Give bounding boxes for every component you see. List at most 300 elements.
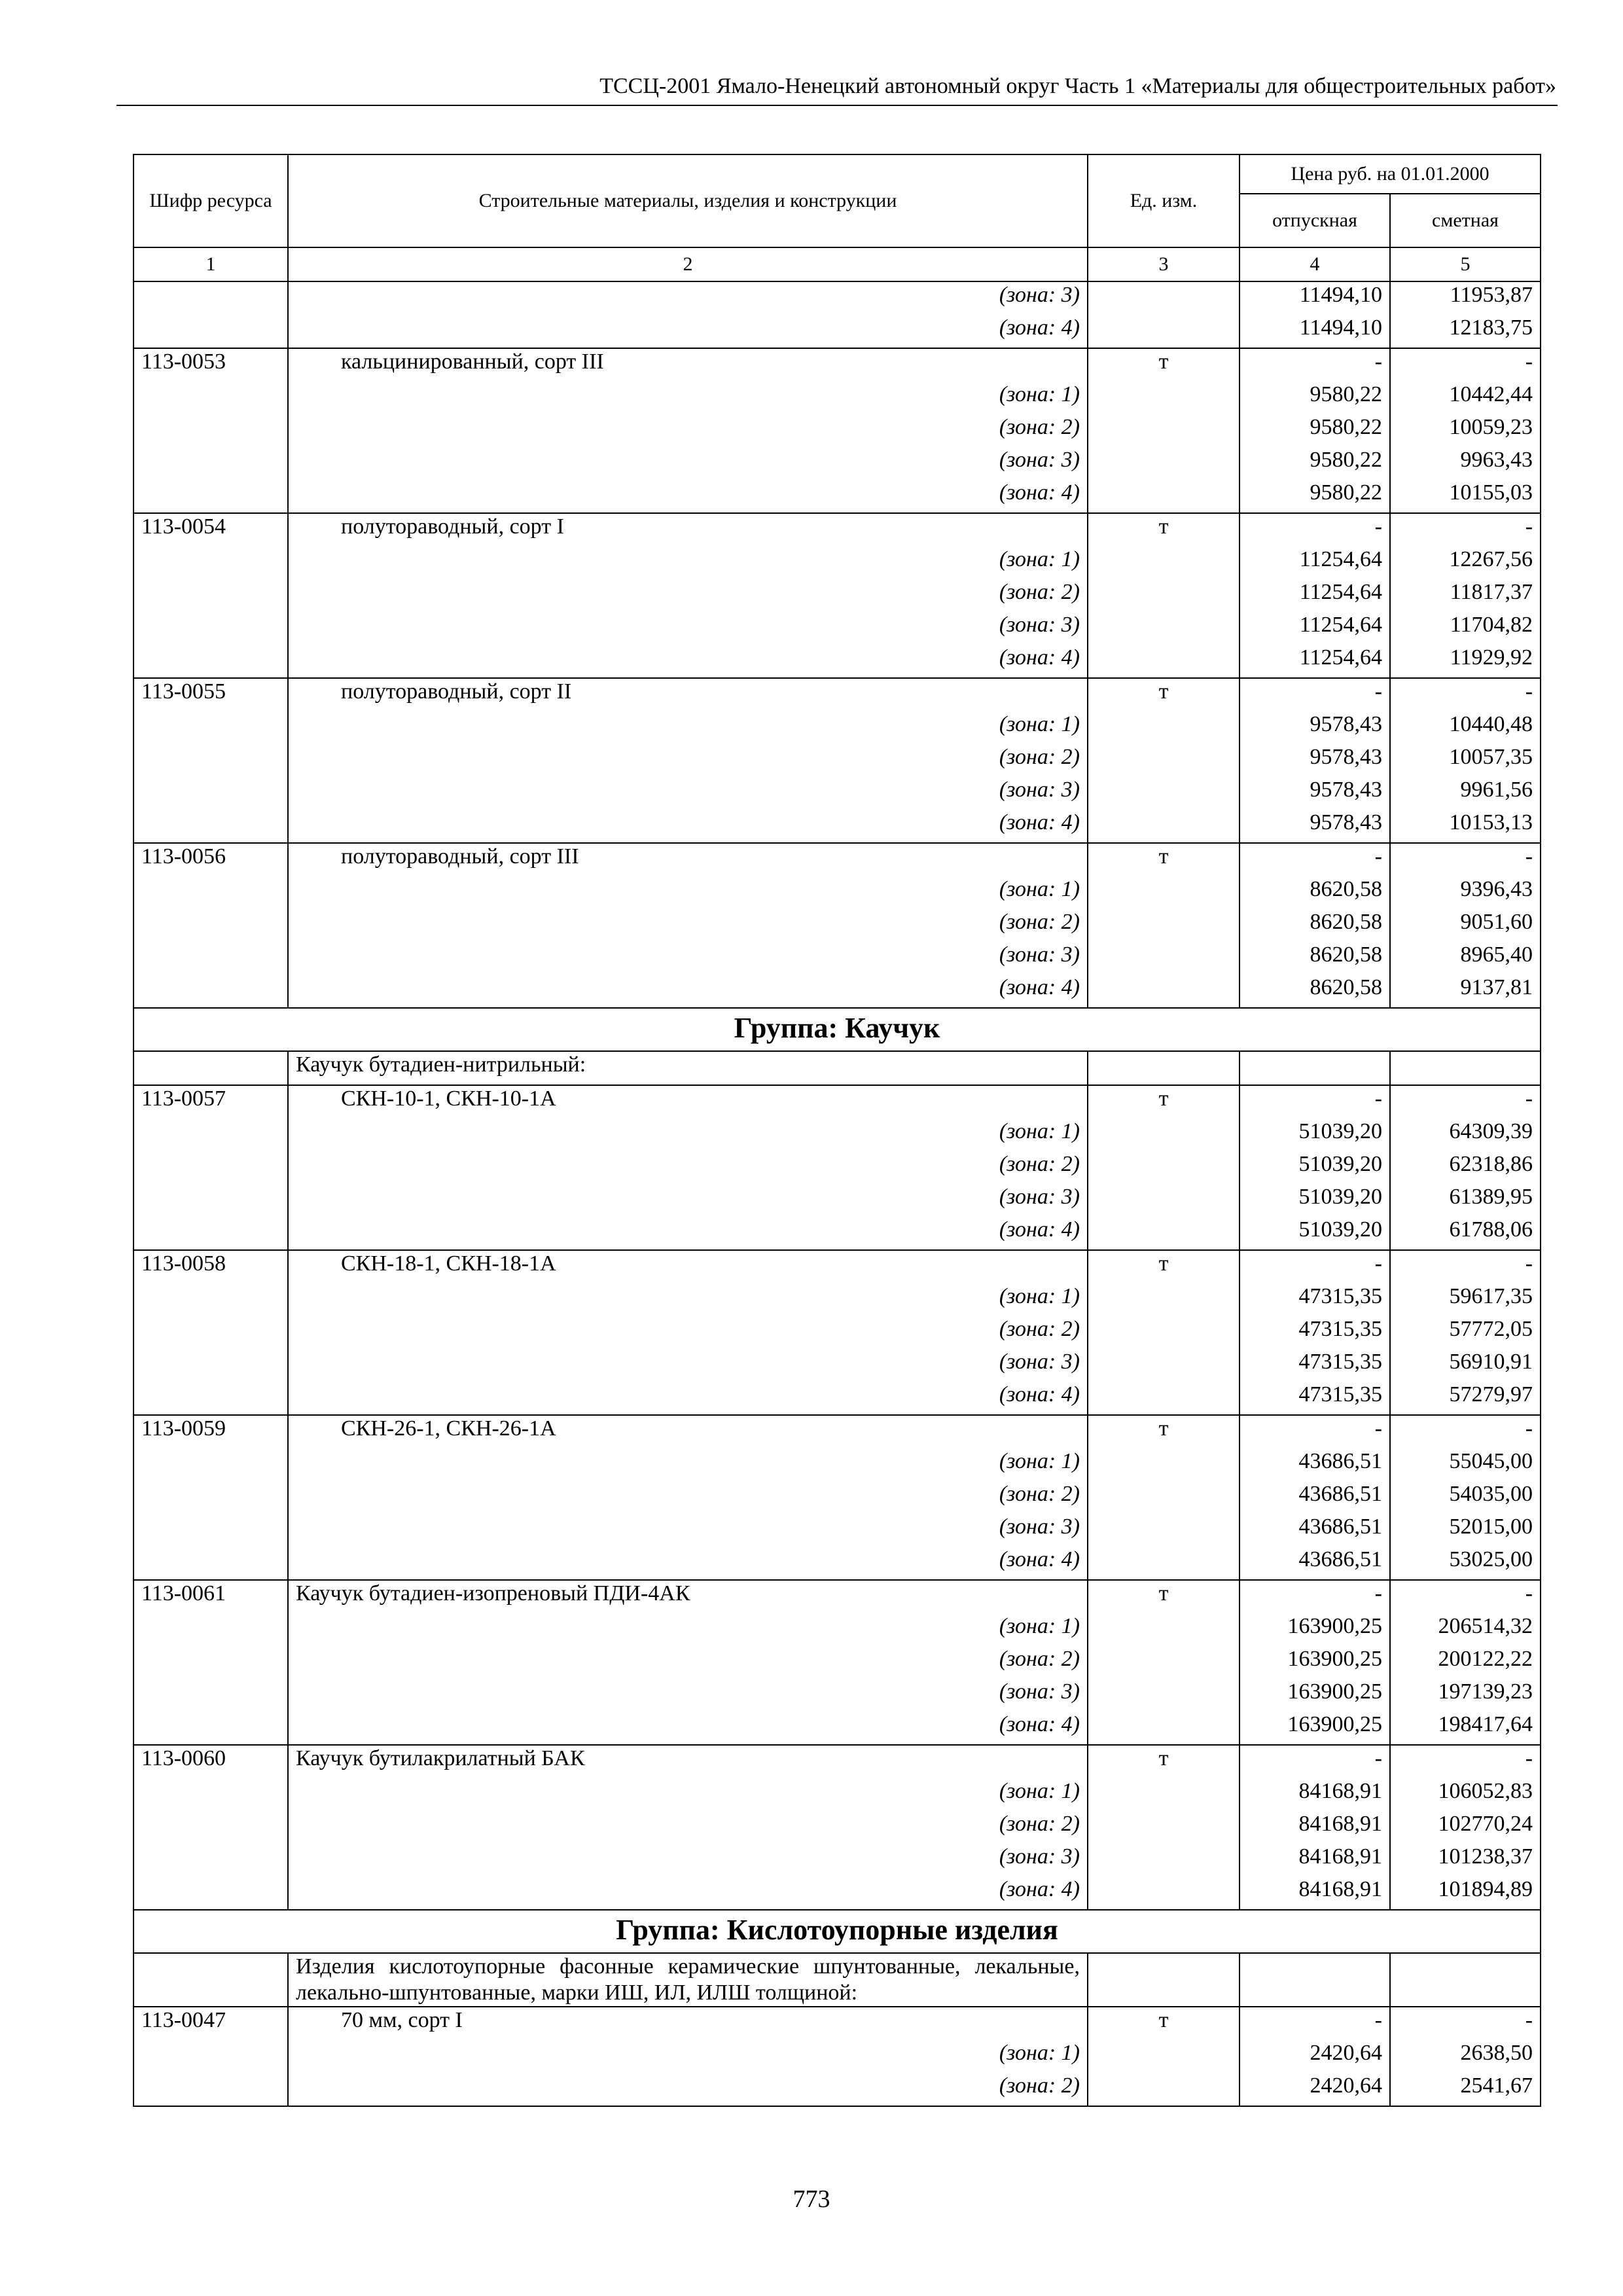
release-price-cell: - [1240,678,1390,711]
code-cell [134,876,288,909]
zone-row [134,810,1541,843]
estimate-price-cell: - [1390,513,1541,547]
material-name: Каучук бутилакрилатный БАК [288,1745,1088,1778]
estimate-price-cell: 52015,00 [1390,1514,1541,1547]
code-cell [134,1051,288,1085]
code-cell [134,547,288,579]
zone-label: (зона: 2) [288,2073,1088,2106]
zone-label: (зона: 2) [288,744,1088,777]
price-table [133,154,1541,2107]
zone-row [134,315,1541,348]
estimate-price-cell: - [1390,348,1541,382]
unit-cell [1088,315,1240,348]
table-row [134,1580,1541,1613]
zone-row [134,1151,1541,1184]
material-name: кальцинированный, сорт III [288,348,1088,382]
estimate-price-cell [1390,1051,1541,1085]
code-cell [134,777,288,810]
material-name: 70 мм, сорт I [288,2007,1088,2040]
zone-label: (зона: 3) [288,1184,1088,1217]
release-price-cell: 163900,25 [1240,1679,1390,1712]
code-cell [134,744,288,777]
unit-cell [1088,744,1240,777]
table-row [134,843,1541,876]
unit-cell [1088,2073,1240,2106]
unit-cell [1088,447,1240,480]
zone-label: (зона: 4) [288,1876,1088,1910]
zone-row [134,1712,1541,1745]
code-cell [134,1953,288,2007]
code-cell [134,909,288,942]
code-cell [134,2040,288,2073]
zone-row [134,876,1541,909]
estimate-price-cell: 53025,00 [1390,1547,1541,1580]
col-header-name: Строительные материалы, изделия и конструкции [288,154,1088,247]
release-price-cell: 9578,43 [1240,810,1390,843]
code-cell [134,711,288,744]
col-number: 3 [1088,247,1240,281]
subheading-row [134,1051,1541,1085]
table-row [134,1415,1541,1448]
unit-cell [1088,480,1240,513]
zone-label: (зона: 4) [288,480,1088,513]
unit-cell: т [1088,1415,1240,1448]
release-price-cell: 51039,20 [1240,1217,1390,1250]
release-price-cell: 47315,35 [1240,1283,1390,1316]
zone-row [134,1316,1541,1349]
code-cell [134,645,288,678]
code-cell [134,1811,288,1844]
code-cell [134,315,288,348]
col-number: 2 [288,247,1088,281]
zone-label: (зона: 3) [288,1349,1088,1382]
col-header-code: Шифр ресурса [134,154,288,247]
zone-row [134,447,1541,480]
code-cell [134,1876,288,1910]
code-cell [134,1283,288,1316]
zone-label: (зона: 3) [288,777,1088,810]
unit-cell: т [1088,348,1240,382]
page-number: 773 [793,2185,830,2213]
zone-label: (зона: 4) [288,645,1088,678]
zone-row [134,2073,1541,2106]
unit-cell [1088,1679,1240,1712]
release-price-cell: - [1240,1745,1390,1778]
unit-cell [1088,1119,1240,1151]
zone-row [134,942,1541,975]
table-row [134,348,1541,382]
estimate-price-cell: 101894,89 [1390,1876,1541,1910]
group-heading-row [134,1008,1541,1051]
estimate-price-cell: 9963,43 [1390,447,1541,480]
estimate-price-cell: - [1390,1085,1541,1119]
unit-cell [1088,1051,1240,1085]
release-price-cell: 51039,20 [1240,1151,1390,1184]
code-cell [134,1514,288,1547]
release-price-cell: 43686,51 [1240,1547,1390,1580]
estimate-price-cell: 10440,48 [1390,711,1541,744]
release-price-cell: 9580,22 [1240,414,1390,447]
zone-row [134,2040,1541,2073]
zone-row [134,1679,1541,1712]
zone-label: (зона: 4) [288,1382,1088,1415]
release-price-cell: 47315,35 [1240,1316,1390,1349]
estimate-price-cell: 11929,92 [1390,645,1541,678]
zone-row [134,744,1541,777]
unit-cell: т [1088,1745,1240,1778]
release-price-cell: 163900,25 [1240,1613,1390,1646]
zone-row [134,382,1541,414]
unit-cell: т [1088,1085,1240,1119]
zone-label: (зона: 1) [288,1283,1088,1316]
estimate-price-cell: 57279,97 [1390,1382,1541,1415]
unit-cell [1088,547,1240,579]
zone-row [134,547,1541,579]
unit-cell [1088,1613,1240,1646]
zone-label: (зона: 4) [288,810,1088,843]
unit-cell: т [1088,843,1240,876]
zone-label: (зона: 3) [288,1679,1088,1712]
estimate-price-cell: 9396,43 [1390,876,1541,909]
zone-label: (зона: 1) [288,1778,1088,1811]
code-cell [134,1151,288,1184]
resource-code: 113-0055 [134,678,288,711]
zone-label: (зона: 1) [288,547,1088,579]
release-price-cell: 11494,10 [1240,281,1390,315]
estimate-price-cell: 102770,24 [1390,1811,1541,1844]
estimate-price-cell: 10442,44 [1390,382,1541,414]
estimate-price-cell: 10153,13 [1390,810,1541,843]
unit-cell: т [1088,513,1240,547]
col-header-release: отпускная [1240,194,1390,247]
unit-cell [1088,1217,1240,1250]
unit-cell [1088,975,1240,1008]
estimate-price-cell: 10057,35 [1390,744,1541,777]
unit-cell: т [1088,678,1240,711]
code-cell [134,1679,288,1712]
release-price-cell: 9580,22 [1240,447,1390,480]
release-price-cell: 43686,51 [1240,1514,1390,1547]
unit-cell [1088,281,1240,315]
zone-row [134,975,1541,1008]
subheading-text: Каучук бутадиен-нитрильный: [288,1051,1088,1085]
estimate-price-cell: 11953,87 [1390,281,1541,315]
zone-row [134,480,1541,513]
zone-row [134,1382,1541,1415]
zone-row [134,1613,1541,1646]
estimate-price-cell: - [1390,2007,1541,2040]
material-name: СКН-10-1, СКН-10-1А [288,1085,1088,1119]
release-price-cell: 9578,43 [1240,777,1390,810]
zone-row [134,1349,1541,1382]
estimate-price-cell: 57772,05 [1390,1316,1541,1349]
estimate-price-cell: 10059,23 [1390,414,1541,447]
release-price-cell: 8620,58 [1240,975,1390,1008]
estimate-price-cell: 11817,37 [1390,579,1541,612]
estimate-price-cell: 200122,22 [1390,1646,1541,1679]
release-price-cell: 84168,91 [1240,1778,1390,1811]
release-price-cell: 11254,64 [1240,547,1390,579]
zone-row [134,1811,1541,1844]
zone-label: (зона: 2) [288,1481,1088,1514]
zone-label: (зона: 4) [288,975,1088,1008]
unit-cell [1088,1283,1240,1316]
code-cell [134,1712,288,1745]
release-price-cell: 47315,35 [1240,1349,1390,1382]
zone-row [134,711,1541,744]
zone-label: (зона: 2) [288,1646,1088,1679]
unit-cell [1088,1316,1240,1349]
code-cell [134,1646,288,1679]
zone-row [134,1778,1541,1811]
estimate-price-cell: 59617,35 [1390,1283,1541,1316]
material-name: СКН-18-1, СКН-18-1А [288,1250,1088,1283]
zone-row [134,645,1541,678]
estimate-price-cell: 9137,81 [1390,975,1541,1008]
running-header: ТССЦ-2001 Ямало-Ненецкий автономный округ Часть 1 «Материалы для общестроительных работ» [599,74,1556,98]
zone-row [134,414,1541,447]
zone-label: (зона: 1) [288,382,1088,414]
estimate-price-cell: - [1390,678,1541,711]
unit-cell [1088,1547,1240,1580]
zone-label: (зона: 4) [288,1547,1088,1580]
table-row [134,1085,1541,1119]
release-price-cell: - [1240,1580,1390,1613]
material-name: СКН-26-1, СКН-26-1А [288,1415,1088,1448]
estimate-price-cell: - [1390,1745,1541,1778]
unit-cell [1088,1448,1240,1481]
estimate-price-cell: 9051,60 [1390,909,1541,942]
zone-label: (зона: 2) [288,1811,1088,1844]
resource-code: 113-0061 [134,1580,288,1613]
release-price-cell: 9578,43 [1240,711,1390,744]
unit-cell [1088,1646,1240,1679]
code-cell [134,2073,288,2106]
zone-label: (зона: 3) [288,447,1088,480]
zone-label: (зона: 2) [288,1316,1088,1349]
release-price-cell: 11494,10 [1240,315,1390,348]
estimate-price-cell: 106052,83 [1390,1778,1541,1811]
unit-cell [1088,1349,1240,1382]
zone-label: (зона: 2) [288,1151,1088,1184]
col-header-price: Цена руб. на 01.01.2000 [1240,154,1541,194]
unit-cell [1088,1382,1240,1415]
zone-row [134,1217,1541,1250]
release-price-cell: - [1240,1415,1390,1448]
release-price-cell: 9580,22 [1240,480,1390,513]
unit-cell [1088,1151,1240,1184]
code-cell [134,382,288,414]
unit-cell [1088,711,1240,744]
code-cell [134,942,288,975]
unit-cell [1088,1184,1240,1217]
unit-cell [1088,2040,1240,2073]
subheading-row [134,1953,1541,2007]
unit-cell: т [1088,1580,1240,1613]
zone-label: (зона: 3) [288,612,1088,645]
col-number: 4 [1240,247,1390,281]
code-cell [134,810,288,843]
code-cell [134,1613,288,1646]
zone-label: (зона: 1) [288,2040,1088,2073]
group-heading: Группа: Кислотоупорные изделия [134,1910,1541,1953]
code-cell [134,414,288,447]
release-price-cell: 163900,25 [1240,1646,1390,1679]
zone-row [134,281,1541,315]
zone-row [134,1876,1541,1910]
table-row [134,2007,1541,2040]
resource-code: 113-0047 [134,2007,288,2040]
release-price-cell: 8620,58 [1240,942,1390,975]
resource-code: 113-0054 [134,513,288,547]
release-price-cell: 51039,20 [1240,1119,1390,1151]
code-cell [134,1349,288,1382]
resource-code: 113-0056 [134,843,288,876]
table-header [134,154,1541,281]
code-cell [134,975,288,1008]
zone-row [134,1514,1541,1547]
estimate-price-cell: 56910,91 [1390,1349,1541,1382]
release-price-cell: 11254,64 [1240,579,1390,612]
estimate-price-cell: 61788,06 [1390,1217,1541,1250]
resource-code: 113-0053 [134,348,288,382]
col-number: 1 [134,247,288,281]
zone-label: (зона: 4) [288,1217,1088,1250]
resource-code: 113-0057 [134,1085,288,1119]
estimate-price-cell [1390,1953,1541,2007]
code-cell [134,1844,288,1876]
code-cell [134,579,288,612]
material-name: полутораводный, сорт II [288,678,1088,711]
resource-code: 113-0058 [134,1250,288,1283]
resource-code: 113-0060 [134,1745,288,1778]
release-price-cell: 9580,22 [1240,382,1390,414]
release-price-cell: - [1240,513,1390,547]
table-body [134,281,1541,2106]
unit-cell [1088,579,1240,612]
release-price-cell: 8620,58 [1240,909,1390,942]
release-price-cell: 8620,58 [1240,876,1390,909]
code-cell [134,447,288,480]
release-price-cell: - [1240,1085,1390,1119]
estimate-price-cell: 2638,50 [1390,2040,1541,2073]
estimate-price-cell: 198417,64 [1390,1712,1541,1745]
unit-cell [1088,1844,1240,1876]
estimate-price-cell: 9961,56 [1390,777,1541,810]
code-cell [134,1316,288,1349]
material-name: полутораводный, сорт III [288,843,1088,876]
release-price-cell: 163900,25 [1240,1712,1390,1745]
unit-cell: т [1088,2007,1240,2040]
code-cell [134,1547,288,1580]
zone-label: (зона: 4) [288,315,1088,348]
zone-label: (зона: 1) [288,1448,1088,1481]
unit-cell [1088,942,1240,975]
unit-cell [1088,810,1240,843]
col-header-estimate: сметная [1390,194,1541,247]
estimate-price-cell: 54035,00 [1390,1481,1541,1514]
zone-row [134,1646,1541,1679]
estimate-price-cell: - [1390,843,1541,876]
zone-label: (зона: 1) [288,1119,1088,1151]
release-price-cell: 9578,43 [1240,744,1390,777]
release-price-cell: 51039,20 [1240,1184,1390,1217]
unit-cell [1088,1953,1240,2007]
zone-row [134,1481,1541,1514]
unit-cell [1088,1481,1240,1514]
release-price-cell: 2420,64 [1240,2073,1390,2106]
estimate-price-cell: 8965,40 [1390,942,1541,975]
code-cell [134,1778,288,1811]
unit-cell [1088,777,1240,810]
zone-row [134,1184,1541,1217]
table-row [134,678,1541,711]
estimate-price-cell: 206514,32 [1390,1613,1541,1646]
release-price-cell [1240,1051,1390,1085]
release-price-cell: 84168,91 [1240,1844,1390,1876]
release-price-cell: 43686,51 [1240,1448,1390,1481]
zone-label: (зона: 1) [288,1613,1088,1646]
zone-label: (зона: 1) [288,711,1088,744]
zone-label: (зона: 2) [288,414,1088,447]
subheading-text: Изделия кислотоупорные фасонные керамические шпунтованные, лекальные, лекально-шпунтованные, марки ИШ, ИЛ, ИЛШ толщиной: [288,1953,1088,2007]
unit-cell [1088,414,1240,447]
code-cell [134,281,288,315]
release-price-cell: - [1240,1250,1390,1283]
zone-row [134,1283,1541,1316]
zone-label: (зона: 1) [288,876,1088,909]
material-name: полутораводный, сорт I [288,513,1088,547]
unit-cell [1088,1514,1240,1547]
zone-row [134,909,1541,942]
estimate-price-cell: - [1390,1415,1541,1448]
table-row [134,1250,1541,1283]
release-price-cell: - [1240,2007,1390,2040]
header-rule [116,105,1558,106]
col-number-row [134,247,1541,281]
code-cell [134,1382,288,1415]
zone-row [134,1547,1541,1580]
code-cell [134,612,288,645]
group-heading-row [134,1910,1541,1953]
release-price-cell: 47315,35 [1240,1382,1390,1415]
estimate-price-cell: 101238,37 [1390,1844,1541,1876]
estimate-price-cell: 11704,82 [1390,612,1541,645]
release-price-cell: 43686,51 [1240,1481,1390,1514]
release-price-cell: 11254,64 [1240,645,1390,678]
estimate-price-cell: 64309,39 [1390,1119,1541,1151]
zone-label: (зона: 3) [288,1514,1088,1547]
code-cell [134,1448,288,1481]
code-cell [134,480,288,513]
code-cell [134,1184,288,1217]
zone-label: (зона: 2) [288,909,1088,942]
release-price-cell [1240,1953,1390,2007]
unit-cell [1088,1778,1240,1811]
estimate-price-cell: 12267,56 [1390,547,1541,579]
zone-row [134,579,1541,612]
zone-row [134,612,1541,645]
group-heading: Группа: Каучук [134,1008,1541,1051]
unit-cell [1088,1876,1240,1910]
code-cell [134,1119,288,1151]
unit-cell [1088,645,1240,678]
release-price-cell: 84168,91 [1240,1811,1390,1844]
code-cell [134,1217,288,1250]
estimate-price-cell: 10155,03 [1390,480,1541,513]
zone-label: (зона: 2) [288,579,1088,612]
estimate-price-cell: 12183,75 [1390,315,1541,348]
